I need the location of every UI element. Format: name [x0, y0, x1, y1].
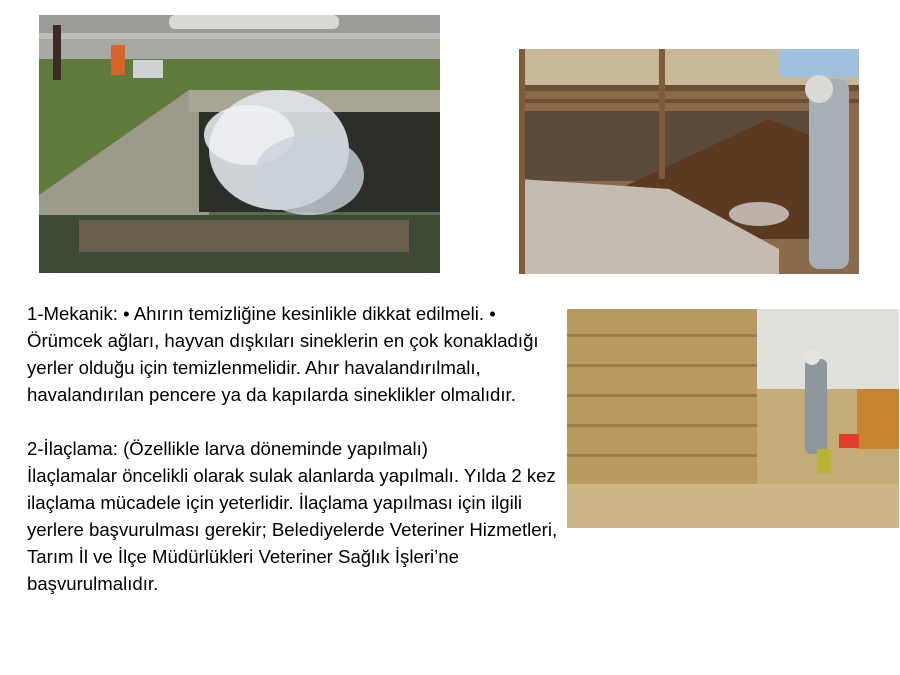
paragraph-mechanical-control: 1-Mekanik: • Ahırın temizliğine kesinlikle dikkat edilmeli. • Örümcek ağları, hayvan dışkıları sineklerin en çok konakladığı yerler olduğu için temizlenmelidir. Ahır havalandırılmalı, havalandırılan pencere ya da kapılarda sineklikler olmalıdır. — [27, 303, 539, 405]
photo-manure-spraying — [519, 49, 859, 274]
paragraph-chemical-spraying: 2-İlaçlama: (Özellikle larva döneminde yapılmalı) İlaçlamalar öncelikli olarak sulak alanlarda yapılmalı. Yılda 2 kez ilaçlama mücadele için yeterlidir. İlaçlama yapılması için ilgili yerlere başvurulması gerekir; Belediyelerde Veteriner Hizmetleri, Tarım İl ve İlçe Müdürlükleri Veteriner Sağlık İşleri’ne başvurulmalıdır. — [27, 438, 558, 594]
photo-hay-bale-spraying — [567, 309, 899, 528]
photo-culvert-fogging — [39, 15, 440, 273]
slide-body-text — [27, 300, 572, 597]
